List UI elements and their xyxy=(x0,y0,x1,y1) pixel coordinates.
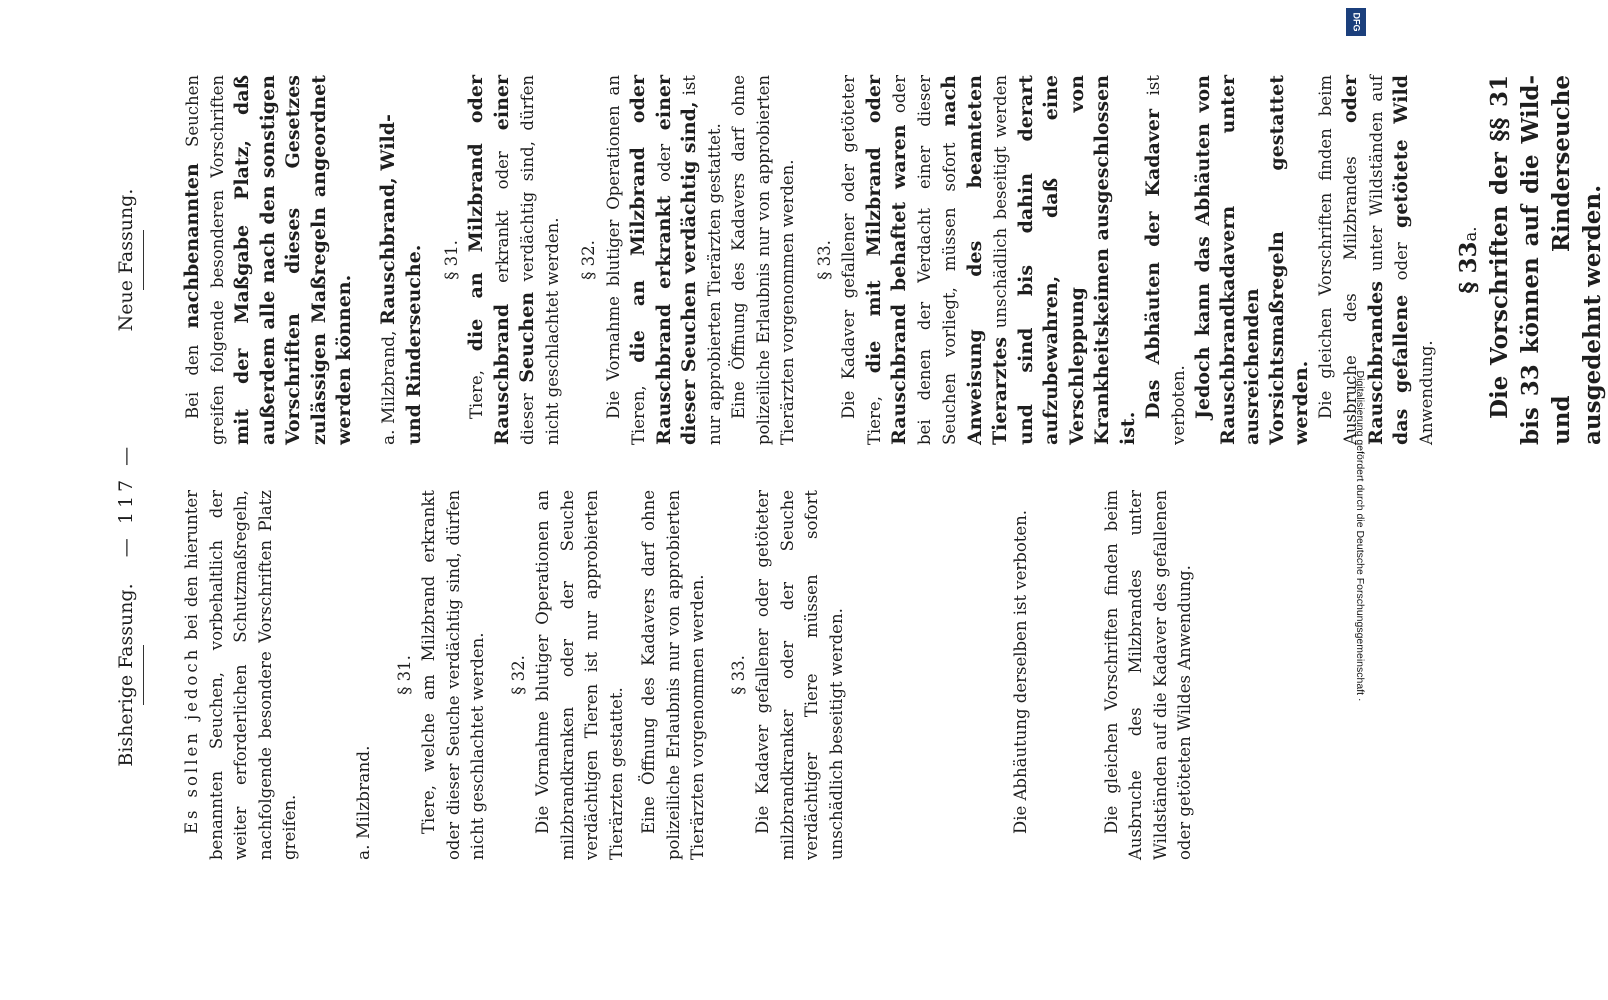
new-intro: Bei den nachbenannten Seuchen greifen folgende besonderen Vorschriften mit der Maßgabe Platz, daß außerdem alle nach den sonstigen Vorschriften dieses Gesetzes zulässigen Maßregeln angeordnet werden können. xyxy=(181,74,355,445)
new-subheading: a. Milzbrand, Rauschbrand, Wild- und Rinderseuche. xyxy=(376,114,425,445)
new-s32-text-2: Eine Öffnung des Kadavers darf ohne polizeiliche Erlaubnis nur von approbierten Tierärzten vorgenommen werden. xyxy=(729,75,797,445)
old-column-header xyxy=(115,490,144,860)
new-s32-number: § 32. xyxy=(579,240,598,280)
new-s32-text-1: Die Vornahme blutiger Operationen an Tieren, die an Milzbrand oder Rauschbrand erkrankt oder einer dieser Seuchen verdächtig sind, ist nur approbierten Tierärzten gestattet. xyxy=(603,75,724,445)
old-column-title: Bisherige Fassung. xyxy=(115,583,137,767)
old-subheading: a. Milzbrand. xyxy=(353,745,374,860)
old-s31-number: § 31. xyxy=(394,655,414,695)
digitization-credit xyxy=(1350,12,1366,980)
dfg-logo-icon: DFG xyxy=(1346,8,1366,36)
old-s31-text: Tiere, welche am Milzbrand erkrankt oder dieser Seuche verdächtig sind, dürfen nicht geschlachtet werden. xyxy=(419,490,487,860)
new-s31-text: Tiere, die an Milzbrand oder Rauschbrand erkrankt oder einer dieser Seuchen verdächtig sind, dürfen nicht geschlachtet werden. xyxy=(465,75,562,445)
new-s33a-text: Die Vorschriften der §§ 31 bis 33 können auf die Wild- und Rinderseuche ausgedehnt werden. xyxy=(1486,75,1606,445)
old-version-column xyxy=(180,490,1198,860)
old-s33-text: Die Kadaver gefallener oder getöteter milzbrandkranker oder der Seuche verdächtiger Tiere müssen sofort unschädlich beseitigt werden. xyxy=(753,490,846,860)
divider xyxy=(143,230,144,290)
divider xyxy=(143,645,144,705)
new-s33-skinning: Das Abhäuten der Kadaver ist verboten. xyxy=(1142,75,1188,445)
new-s33-exception: Jedoch kann das Abhäuten von Rauschbrandkadavern unter ausreichenden Vorsichtsmaßregeln gestattet werden. xyxy=(1192,75,1312,445)
new-s33-wild: Die gleichen Vorschriften finden beim Ausbruche des Milzbrandes oder Rauschbrandes unter Wildständen auf das gefallene oder getötete Wild Anwendung. xyxy=(1315,74,1436,445)
old-s32-text-1: Die Vornahme blutiger Operationen an milzbrandkranken oder der Seuche verdächtigen Tieren ist nur approbierten Tierärzten gestattet. xyxy=(533,490,626,860)
new-version-column xyxy=(180,75,1608,445)
new-s31-number: § 31. xyxy=(441,240,461,280)
new-column-title: Neue Fassung. xyxy=(115,188,137,332)
old-s32-text-2: Eine Öffnung des Kadavers darf ohne polizeiliche Erlaubnis nur von approbierten Tierärzten vorgenommen werden. xyxy=(639,490,707,860)
new-s33-number: § 33. xyxy=(814,240,834,280)
credit-text: Digitalisierung gefördert durch die Deutsche Forschungsgemeinschaft · xyxy=(1354,370,1366,702)
new-column-header xyxy=(115,75,144,445)
old-s32-number: § 32. xyxy=(508,655,528,695)
old-intro: Es sollen jedoch bei den hierunter benannten Seuchen, vorbehaltlich der weiter erforderlichen Schutzmaßregeln, nachfolgende besondere Vorschriften Platz greifen. xyxy=(182,489,299,860)
old-s33-skinning: Die Abhäutung derselben ist verboten. xyxy=(1011,509,1030,834)
new-s33-text: Die Kadaver gefallener oder getöteter Tiere, die mit Milzbrand oder Rauschbrand behaftet waren oder bei denen der Verdacht einer dieser Seuchen vorliegt, müssen sofort nach Anweisung des beamteten Tierarztes unschädlich beseitigt werden und sind bis dahin derart aufzubewahren, daß eine Verschleppung von Krankheitskeimen ausgeschlossen ist. xyxy=(839,75,1139,445)
old-s33-number: § 33. xyxy=(728,655,748,695)
old-s33-wild: Die gleichen Vorschriften finden beim Ausbruche des Milzbrandes unter Wildständen auf die Kadaver des gefallenen oder getöteten Wildes Anwendung. xyxy=(1101,490,1194,860)
new-s33a-number: § 33a. xyxy=(1455,226,1482,294)
page-number: — 117 — xyxy=(115,442,137,558)
